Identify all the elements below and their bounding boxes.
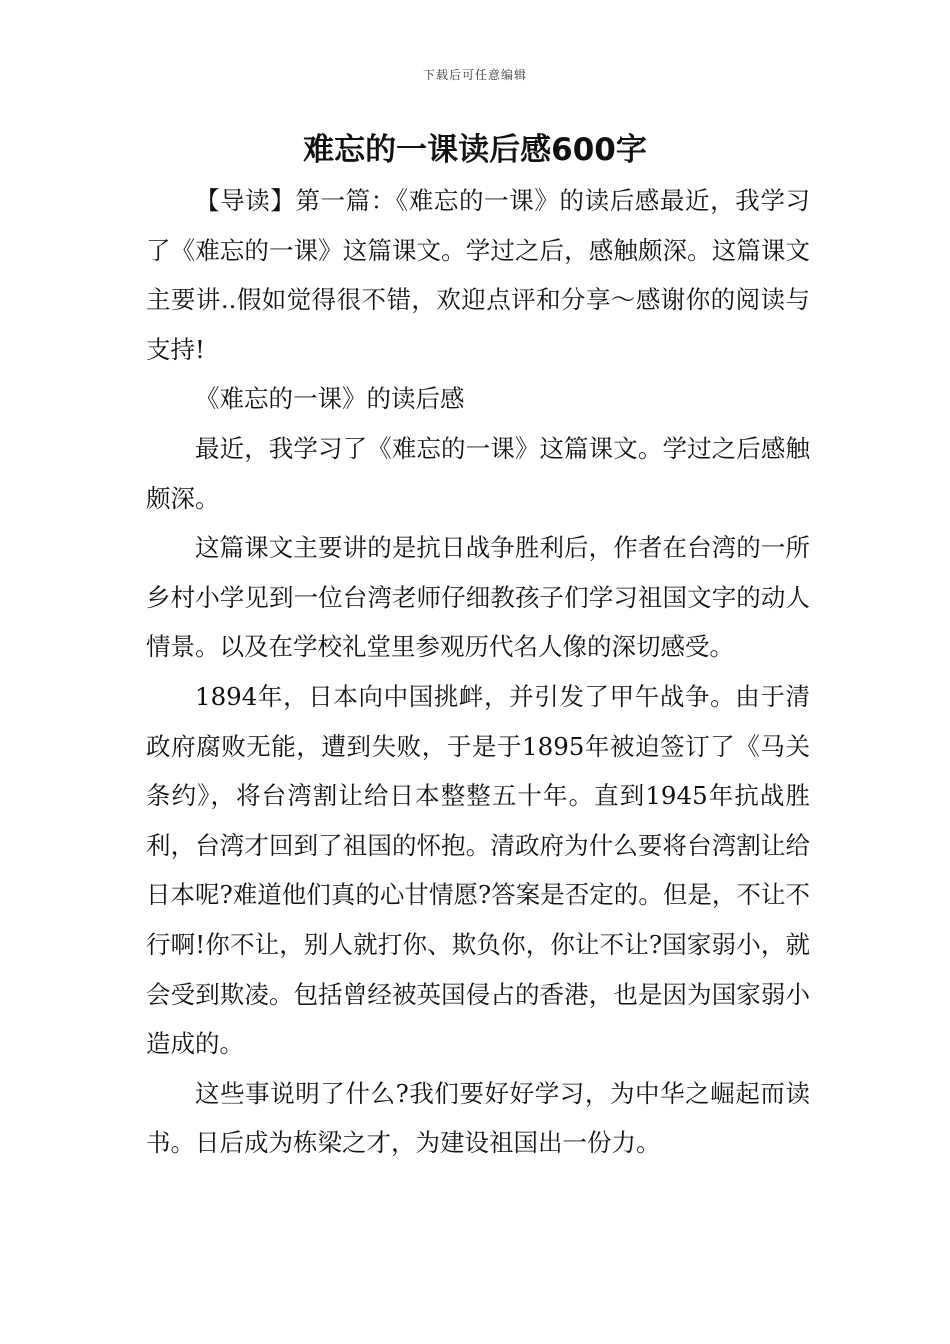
document-body — [146, 176, 810, 1168]
paragraph-intro: 【导读】第一篇：《难忘的一课》的读后感最近，我学习了《难忘的一课》这篇课文。学过之后，感触颇深。这篇课文主要讲..假如觉得很不错，欢迎点评和分享～感谢你的阅读与支持! — [146, 186, 810, 364]
paragraph-subtitle: 《难忘的一课》的读后感 — [195, 384, 465, 414]
paragraph: 这篇课文主要讲的是抗日战争胜利后，作者在台湾的一所乡村小学见到一位台湾老师仔细教孩子们学习祖国文字的动人情景。以及在学校礼堂里参观历代名人像的深切感受。 — [146, 533, 810, 662]
paragraph: 这些事说明了什么?我们要好好学习，为中华之崛起而读书。日后成为栋梁之才，为建设祖国出一份力。 — [146, 1078, 810, 1158]
document-title: 难忘的一课读后感600字 — [303, 132, 647, 168]
paragraph: 1894年，日本向中国挑衅，并引发了甲午战争。由于清政府腐败无能，遭到失败，于是于1895年被迫签订了《马关条约》，将台湾割让给日本整整五十年。直到1945年抗战胜利，台湾才回到了祖国的怀抱。清政府为什么要将台湾割让给日本呢?难道他们真的心甘情愿?答案是否定的。但是，不让不行啊!你不让，别人就打你、欺负你，你让不让?国家弱小，就会受到欺凌。包括曾经被英国侵占的香港，也是因为国家弱小造成的。 — [146, 681, 810, 1059]
paragraph: 最近，我学习了《难忘的一课》这篇课文。学过之后感触颇深。 — [146, 433, 810, 513]
header-note: 下载后可任意编辑 — [422, 68, 527, 82]
